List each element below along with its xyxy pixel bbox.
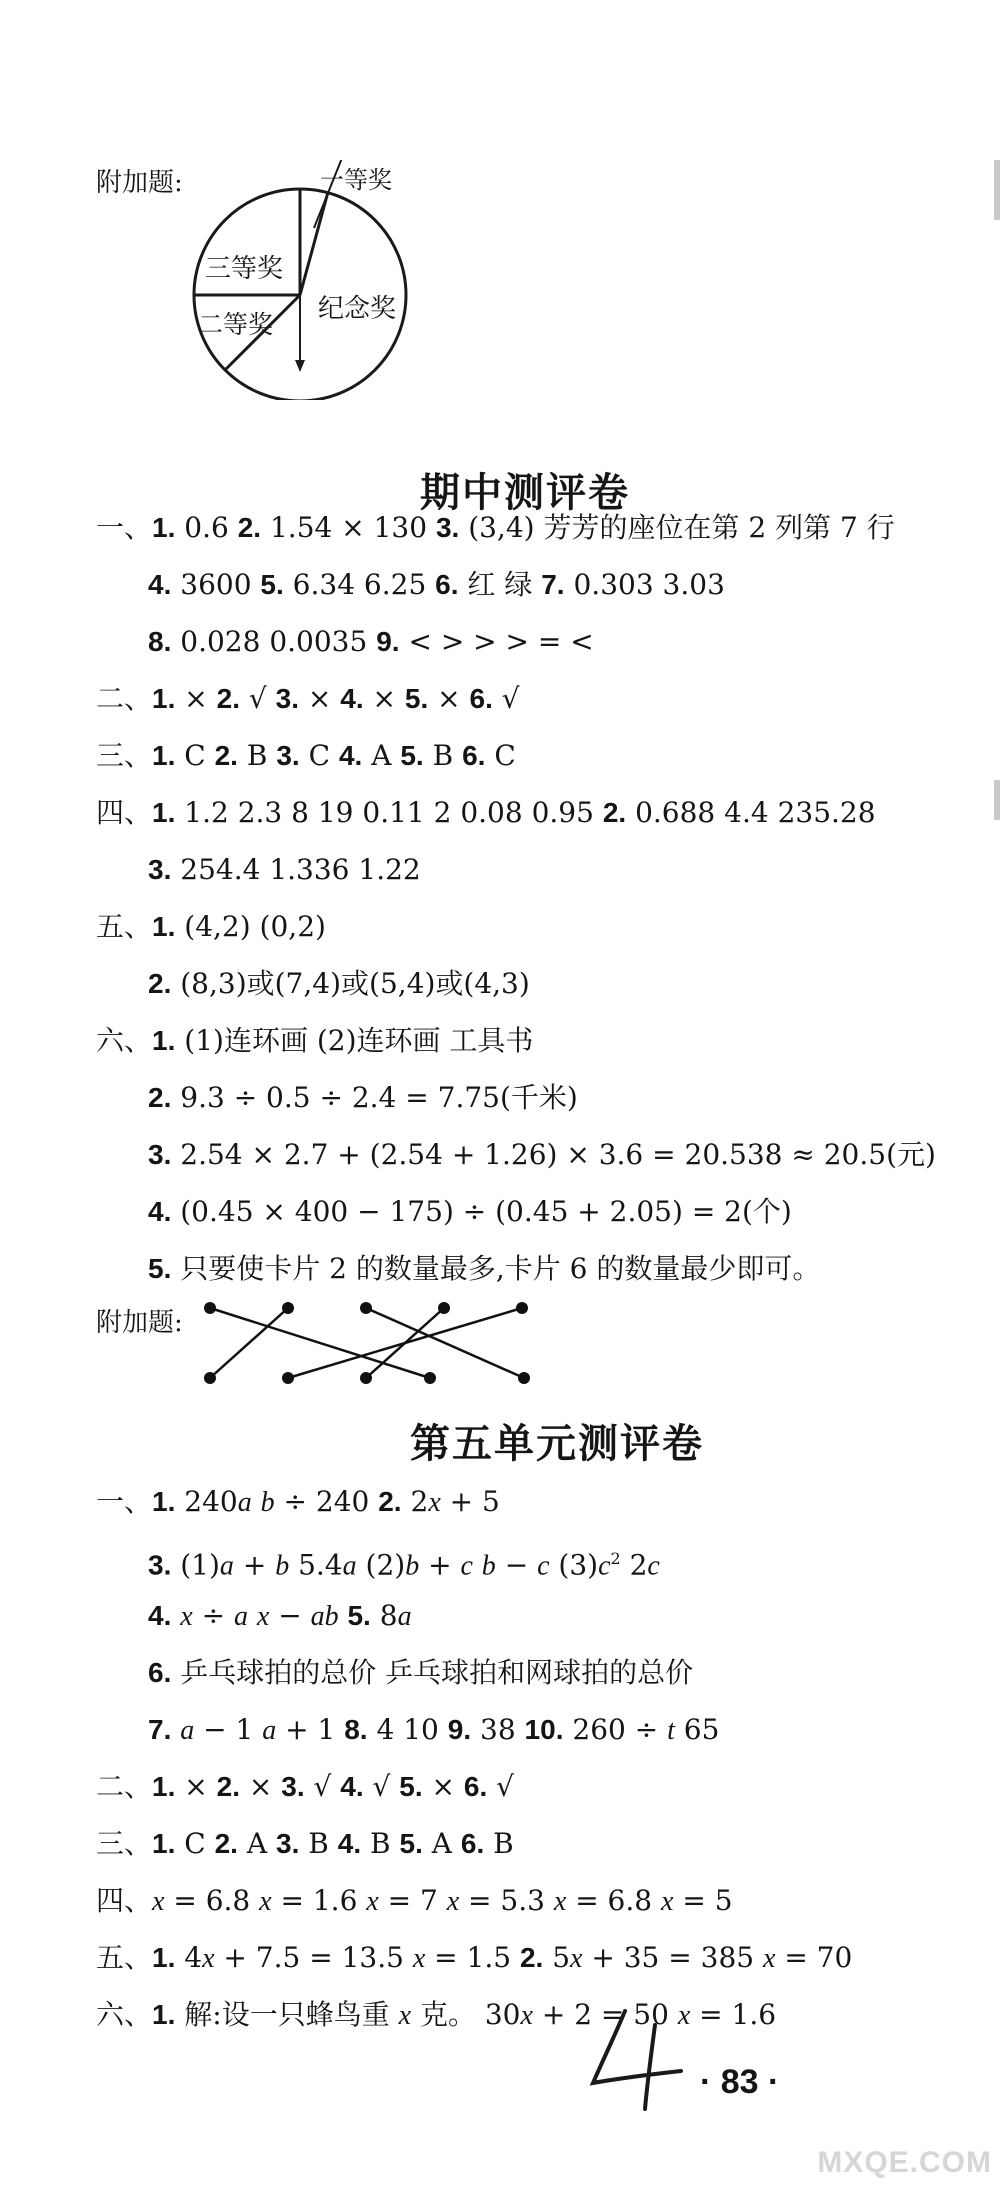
- pie-label-second-prize: 二等奖: [198, 310, 274, 339]
- midterm-row-1: 一、1. 0.6 2. 1.54 × 130 3. (3,4) 芳芳的座位在第 2 列第 7 行: [96, 511, 895, 544]
- appendix-label-2: 附加题:: [96, 1308, 183, 1338]
- midterm-row-12: 3. 2.54 × 2.7 + (2.54 + 1.26) × 3.6 = 20.538 ≈ 20.5(元): [148, 1138, 936, 1171]
- watermark: MXQE.COM: [817, 2146, 992, 2179]
- handwritten-mark: [585, 2005, 695, 2115]
- unit5-row-8: 四、x = 6.8 x = 1.6 x = 7 x = 5.3 x = 6.8 x = 5: [96, 1884, 733, 1917]
- midterm-title: 期中测评卷: [420, 470, 630, 516]
- match-dot-top-2: [282, 1302, 294, 1314]
- midterm-row-6: 四、1. 1.2 2.3 8 19 0.11 2 0.08 0.95 2. 0.688 4.4 235.28: [96, 796, 876, 829]
- pie-label-third-prize: 三等奖: [205, 254, 284, 284]
- match-dot-top-3: [360, 1302, 372, 1314]
- match-dot-top-5: [516, 1302, 528, 1314]
- appendix-label: 附加题:: [96, 168, 183, 198]
- midterm-row-9: 2. (8,3)或(7,4)或(5,4)或(4,3): [148, 967, 530, 1000]
- midterm-row-5: 三、1. C 2. B 3. C 4. A 5. B 6. C: [96, 739, 516, 772]
- match-dot-top-1: [204, 1302, 216, 1314]
- midterm-row-8: 五、1. (4,2) (0,2): [96, 910, 326, 943]
- match-dot-bottom-5: [518, 1372, 530, 1384]
- midterm-row-10: 六、1. (1)连环画 (2)连环画 工具书: [96, 1024, 534, 1057]
- midterm-row-2: 4. 3600 5. 6.34 6.25 6. 红 绿 7. 0.303 3.03: [148, 568, 725, 601]
- page-number: · 83 ·: [700, 2063, 780, 2101]
- unit5-row-3: 4. x ÷ a x − ab 5. 8a: [148, 1599, 412, 1632]
- midterm-row-3: 8. 0.028 0.0035 9. < > > > = <: [148, 625, 594, 658]
- pie-label-souvenir: 纪念奖: [318, 294, 397, 324]
- match-dot-top-4: [438, 1302, 450, 1314]
- match-dot-bottom-1: [204, 1372, 216, 1384]
- midterm-row-4: 二、1. × 2. √ 3. × 4. × 5. × 6. √: [96, 682, 520, 715]
- match-dot-bottom-4: [424, 1372, 436, 1384]
- unit5-row-2: 3. (1)a + b 5.4a (2)b + c b − c $(3)c^2$ 2c: [148, 1548, 660, 1582]
- midterm-row-11: 2. 9.3 ÷ 0.5 ÷ 2.4 = 7.75(千米): [148, 1081, 578, 1114]
- unit5-row-1: 一、1. 240a b ÷ 240 2. 2x + 5: [96, 1485, 500, 1518]
- unit5-row-10: 六、1. 解:设一只蜂鸟重 x 克。 30x + 2 = 50 x = 1.6: [96, 1998, 777, 2031]
- unit5-title: 第五单元测评卷: [410, 1421, 704, 1467]
- unit5-row-7: 三、1. C 2. A 3. B 4. B 5. A 6. B: [96, 1827, 514, 1860]
- pie-label-first-prize: 一等奖: [320, 166, 392, 194]
- match-dot-bottom-3: [360, 1372, 372, 1384]
- midterm-row-14: 5. 只要使卡片 2 的数量最多,卡片 6 的数量最少即可。: [148, 1252, 821, 1285]
- unit5-row-6: 二、1. × 2. × 3. √ 4. √ 5. × 6. √: [96, 1770, 515, 1803]
- unit5-row-9: 五、1. 4x + 7.5 = 13.5 x = 1.5 2. 5x + 35 = 385 x = 70: [96, 1941, 853, 1974]
- match-dot-bottom-2: [282, 1372, 294, 1384]
- unit5-row-4: 6. 乒乓球拍的总价 乒乓球拍和网球拍的总价: [148, 1656, 694, 1689]
- page-edge-mark: [994, 160, 1000, 220]
- matching-diagram: [190, 1290, 550, 1400]
- page-edge-mark-2: [994, 780, 1000, 820]
- unit5-row-5: 7. a − 1 a + 1 8. 4 10 9. 38 10. 260 ÷ t 65: [148, 1713, 720, 1746]
- midterm-row-13: 4. (0.45 × 400 − 175) ÷ (0.45 + 2.05) = 2(个): [148, 1195, 792, 1228]
- midterm-row-7: 3. 254.4 1.336 1.22: [148, 853, 421, 886]
